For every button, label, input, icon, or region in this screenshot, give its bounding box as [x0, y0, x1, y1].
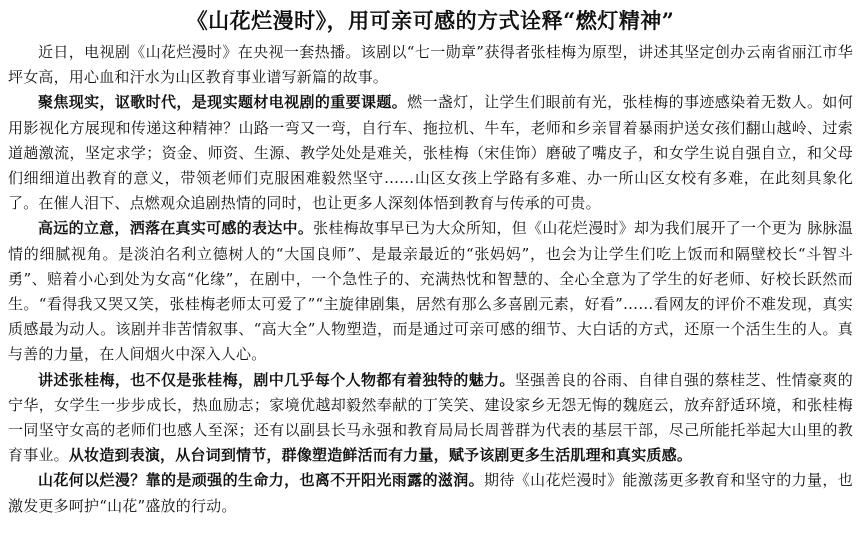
- paragraph-body: 燃一盏灯，让学生们眼前有光，张桂梅的事迹感染着无数人。如何用影视化方展现和传递这种精神？山路一弯又一弯，自行车、拖拉机、牛车，老师和乡亲冒着暴雨护送女孩们翻山越岭、过索道趟激流，坚定求学；资金、师资、生源、教学处处是难关，张桂梅（宋佳饰）磨破了嘴皮子，和女学生说自强自立，和父母们细细道出教育的意义，带领老师们克服困难毅然坚守……山区女孩上学路有多难、办一所山区女校有多难，在此刻具象化了。在催人泪下、点燃观众追剧热情的同时，也让更多人深刻体悟到教育与传承的可贵。: [8, 93, 853, 213]
- paragraph-body: 坚强善良的谷雨、自律自强的蔡桂芝、性情豪爽的宁华，女学生一步步成长，热血励志；家境优越却毅然奉献的丁笑笑、建设家乡无怨无悔的魏庭云，放弃舒适环境，和张桂梅一同坚守女高的老师们也感人至深；还有以副县长马永强和教育局局长周普群为代表的基层干部，尽己所能托举起大山里的教育事业。: [8, 370, 853, 465]
- paragraph-characters: [8, 368, 853, 469]
- paragraph-tail: 从妆造到表演，从台词到情节，群像塑造鲜活而有力量，赋予该剧更多生活肌理和真实质感。: [68, 446, 693, 465]
- paragraph-lead: 高远的立意，洒落在真实可感的表达中。: [38, 219, 314, 238]
- paragraph-lead: 山花何以烂漫？靠的是顽强的生命力，也离不开阳光雨露的滋润。: [38, 471, 485, 490]
- paragraph-conclusion: [8, 468, 853, 518]
- paragraph-body: 张桂梅故事早已为大众所知，但《山花烂漫时》却为我们展开了一个更为 脉脉温情的细腻视角。是淡泊名利立德树人的“大国良师”、是最亲最近的“张妈妈”，也会为让学生们吃上饭而和隔壁校长“斗智斗勇”、赔着小心到处为女高“化缘”，在剧中，一个急性子的、充满热忱和智慧的、全心全意为了学生的好老师、好校长跃然而生。“看得我又哭又笑，张桂梅老师太可爱了”“主旋律剧集，居然有那么多喜剧元素，好看”……看网友的评价不难发现，真实质感最为动人。该剧并非苦情叙事、“高大全”人物塑造，而是通过可亲可感的细节、大白话的方式，还原一个活生生的人。真与善的力量，在人间烟火中深入人心。: [8, 219, 853, 364]
- paragraph-intro: [8, 40, 853, 90]
- paragraph-lead: 讲述张桂梅，也不仅是张桂梅，剧中几乎每个人物都有着独特的魅力。: [38, 370, 515, 389]
- paragraph-expression: [8, 216, 853, 367]
- article-title: 《山花烂漫时》，用可亲可感的方式诠释“燃灯精神”: [186, 8, 675, 33]
- paragraph-body: 期待《山花烂漫时》能激荡更多教育和坚守的力量，也激发更多呵护“山花”盛放的行动。: [8, 471, 853, 515]
- paragraph-body: 近日，电视剧《山花烂漫时》在央视一套热播。该剧以“七一勋章”获得者张桂梅为原型，讲述其坚定创办云南省丽江市华坪女高，用心血和汗水为山区教育事业谱写新篇的故事。: [8, 43, 853, 87]
- paragraph-realism: [8, 90, 853, 216]
- paragraph-lead: 聚焦现实，讴歌时代，是现实题材电视剧的重要课题。: [38, 93, 408, 112]
